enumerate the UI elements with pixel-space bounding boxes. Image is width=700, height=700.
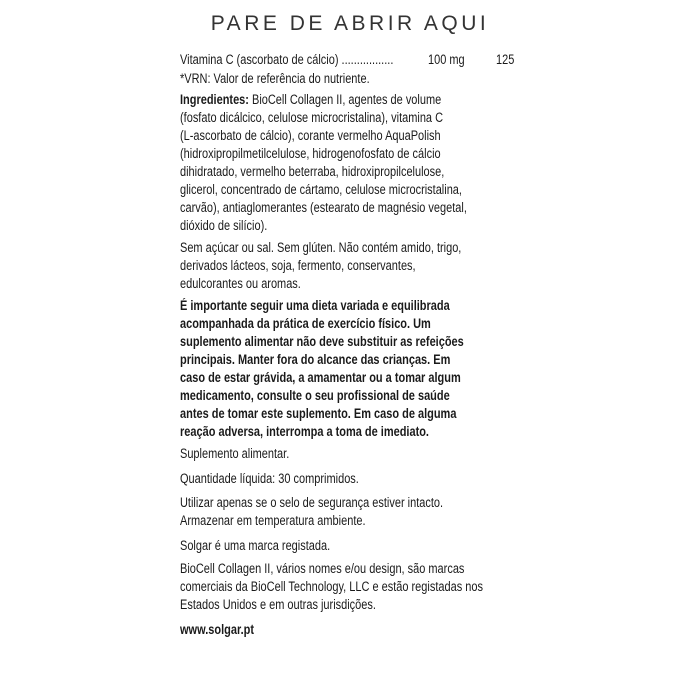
biocell-line: comerciais da BioCell Technology, LLC e estão registadas nos (180, 579, 483, 594)
warning-line: medicamento, consulte o seu profissional de saúde (180, 388, 450, 403)
ingredients-line: dióxido de silício). (180, 218, 268, 233)
net-quantity: Quantidade líquida: 30 comprimidos. (180, 471, 359, 486)
storage-line: Utilizar apenas se o selo de segurança estiver intacto. (180, 495, 444, 510)
trademark-note: Solgar é uma marca registada. (180, 538, 331, 553)
website-link[interactable]: www.solgar.pt (180, 622, 255, 637)
ingredients-line: dihidratado, vermelho beterraba, hidroxipropilcelulose, (180, 164, 445, 179)
ingredients-line (180, 92, 441, 107)
warning-line: É importante seguir uma dieta variada e equilibrada (180, 298, 450, 313)
warning-line: reação adversa, interrompa a toma de imediato. (180, 424, 429, 439)
warning-line: principais. Manter fora do alcance das crianças. Em (180, 352, 451, 367)
nutrient-name: Vitamina C (ascorbato de cálcio) ................. (180, 52, 394, 67)
ingredients-line: (hidroxipropilmetilcelulose, hidrogenofosfato de cálcio (180, 146, 441, 161)
nutrient-amount: 100 mg (428, 52, 465, 67)
vrn-note: *VRN: Valor de referência do nutriente. (180, 71, 370, 86)
biocell-line: BioCell Collagen II, vários nomes e/ou design, são marcas (180, 561, 465, 576)
nutrient-vrn-percent: 125 (496, 52, 515, 67)
ingredients-line: glicerol, concentrado de cártamo, celulose microcristalina, (180, 182, 462, 197)
ingredients-line: (fosfato dicálcico, celulose microcristalina), vitamina C (180, 110, 444, 125)
free-from-line: edulcorantes ou aromas. (180, 276, 301, 291)
supplement-note: Suplemento alimentar. (180, 446, 290, 461)
ingredients-line: carvão), antiaglomerantes (estearato de magnésio vegetal, (180, 200, 467, 215)
warning-line: caso de estar grávida, a amamentar ou a tomar algum (180, 370, 461, 385)
ingredients-label: Ingredientes: (180, 92, 249, 107)
ingredients-text: BioCell Collagen II, agentes de volume (248, 92, 442, 107)
warning-line: acompanhada da prática de exercício físico. Um (180, 316, 431, 331)
storage-line: Armazenar em temperatura ambiente. (180, 513, 366, 528)
tear-here-heading: PARE DE ABRIR AQUI (210, 12, 490, 35)
free-from-line: Sem açúcar ou sal. Sem glúten. Não contém amido, trigo, (180, 240, 462, 255)
biocell-line: Estados Unidos e em outras jurisdições. (180, 597, 376, 612)
warning-line: suplemento alimentar não deve substituir as refeições (180, 334, 464, 349)
ingredients-line: (L-ascorbato de cálcio), corante vermelho AquaPolish (180, 128, 441, 143)
product-label (180, 0, 525, 700)
free-from-line: derivados lácteos, soja, fermento, conservantes, (180, 258, 416, 273)
warning-line: antes de tomar este suplemento. Em caso de alguma (180, 406, 457, 421)
